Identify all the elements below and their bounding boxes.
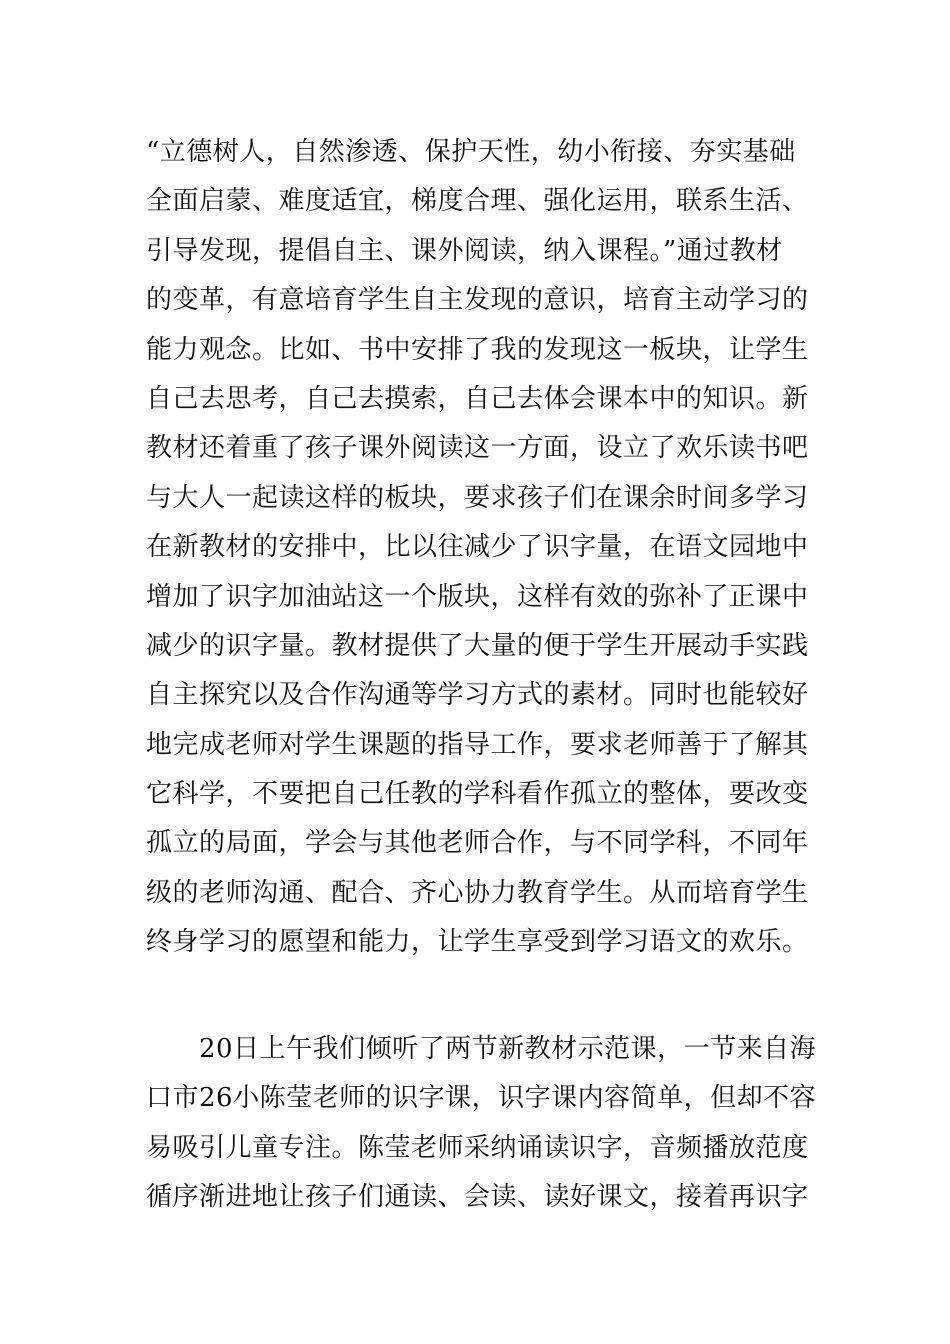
text-line: 20日上午我们倾听了两节新教材示范课，一节来自海 bbox=[146, 1034, 817, 1064]
text-line: 自主探究以及合作沟通等学习方式的素材。同时也能较好 bbox=[146, 680, 809, 711]
text-line: 口市26小陈莹老师的识字课，识字课内容简单，但却不容 bbox=[146, 1083, 817, 1114]
text-line: 循序渐进地让孩子们通读、会读、读好课文，接着再识字 bbox=[146, 1182, 809, 1213]
text-line: 级的老师沟通、配合、齐心协力教育学生。从而培育学生 bbox=[146, 877, 809, 908]
text-line: 增加了识字加油站这一个版块，这样有效的弥补了正课中 bbox=[146, 581, 809, 612]
text-line: 减少的识字量。教材提供了大量的便于学生开展动手实践 bbox=[146, 630, 809, 661]
text-line: “立德树人，自然渗透、保护天性，幼小衔接、夯实基础 bbox=[146, 137, 796, 167]
text-line: 终身学习的愿望和能力，让学生享受到学习语文的欢乐。 bbox=[146, 927, 809, 958]
text-line: 的变革，有意培育学生自主发现的意识，培育主动学习的 bbox=[146, 285, 809, 316]
text-line: 与大人一起读这样的板块，要求孩子们在课余时间多学习 bbox=[146, 482, 809, 513]
text-line: 地完成老师对学生课题的指导工作，要求老师善于了解其 bbox=[146, 729, 809, 760]
text-line: 自己去思考，自己去摸索，自己去体会课本中的知识。新 bbox=[146, 383, 809, 414]
text-line: 孤立的局面，学会与其他老师合作，与不同学科，不同年 bbox=[146, 828, 809, 859]
paragraph-1 bbox=[146, 128, 816, 968]
text-line: 教材还着重了孩子课外阅读这一方面，设立了欢乐读书吧 bbox=[146, 433, 809, 464]
text-line: 它科学，不要把自己任教的学科看作孤立的整体，要改变 bbox=[146, 779, 809, 810]
text-line: 引导发现，提倡自主、课外阅读，纳入课程。”通过教材 bbox=[146, 235, 783, 266]
text-line: 能力观念。比如、书中安排了我的发现这一板块，让学生 bbox=[146, 334, 809, 365]
paragraph-2 bbox=[146, 1025, 816, 1223]
text-line: 在新教材的安排中，比以往减少了识字量，在语文园地中 bbox=[146, 532, 809, 563]
text-line: 易吸引儿童专注。陈莹老师采纳诵读识字，音频播放范度 bbox=[146, 1132, 809, 1163]
text-line: 全面启蒙、难度适宜，梯度合理、强化运用，联系生活、 bbox=[146, 186, 809, 217]
